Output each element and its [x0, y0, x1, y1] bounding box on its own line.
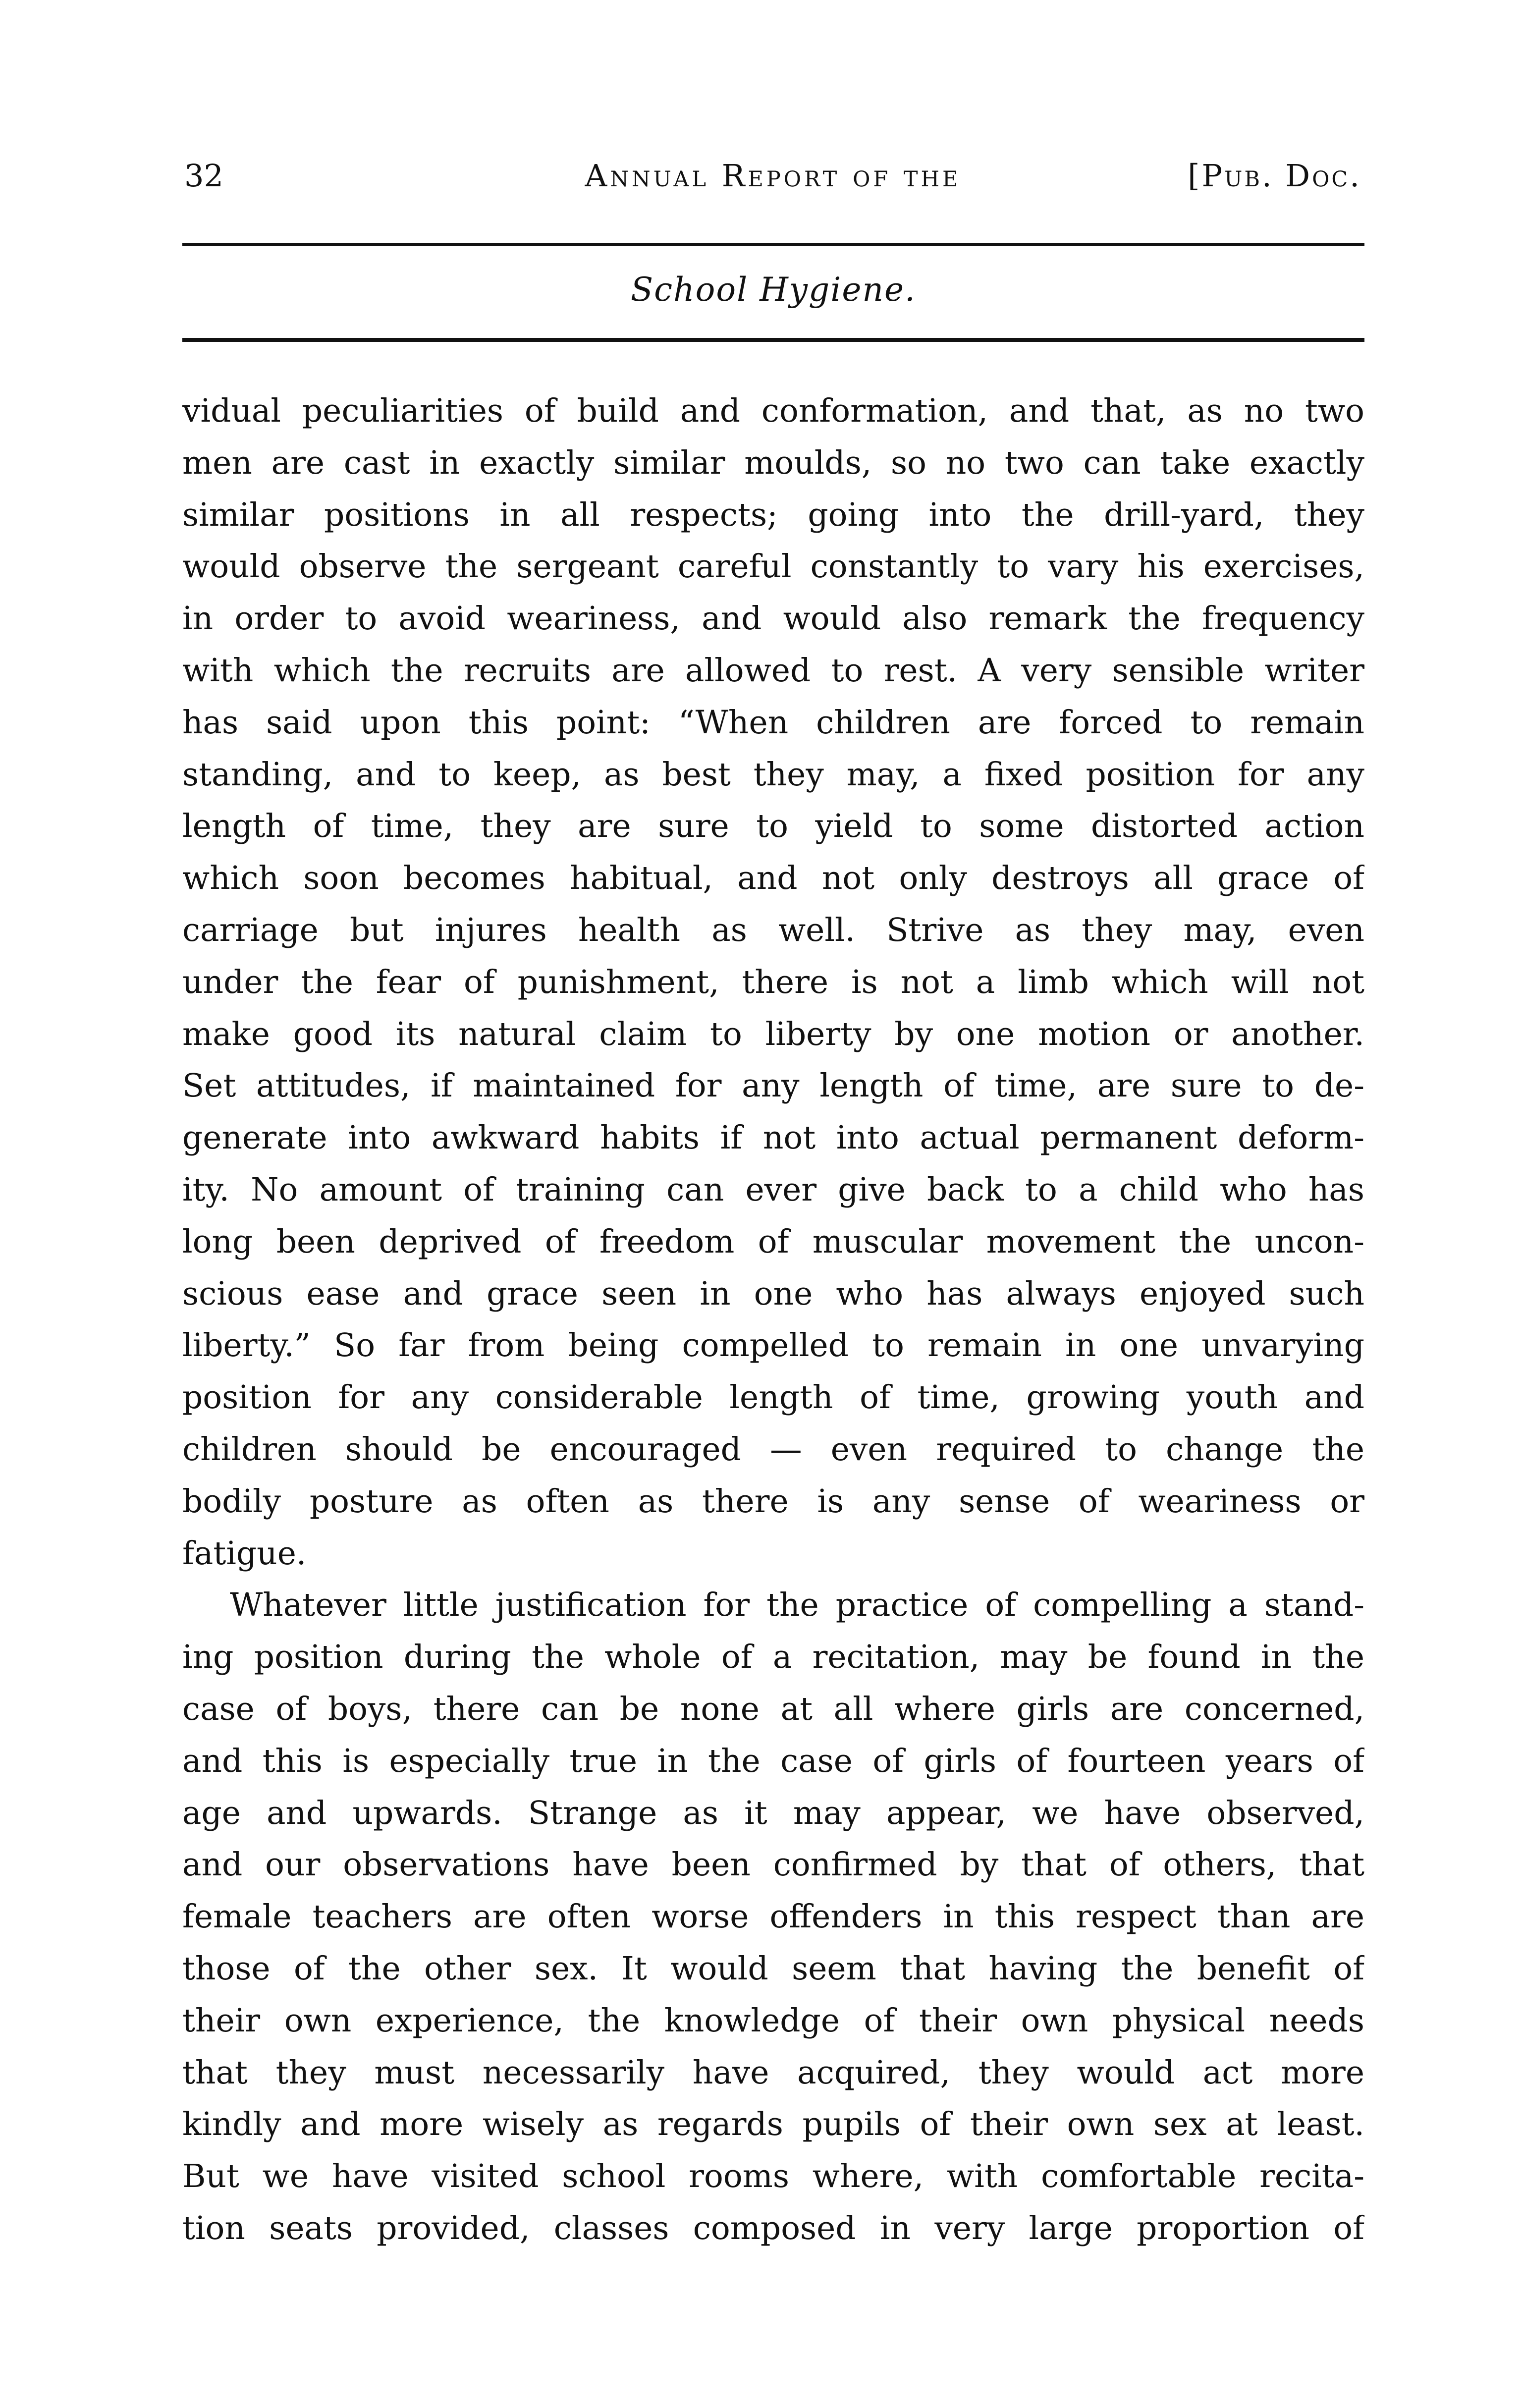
text-line: vidual peculiarities of build and conformation, and that, as no two	[182, 392, 1364, 430]
paragraph-start-line: Whatever little justification for the practice of compelling a stand-	[230, 1587, 1364, 1624]
page-number: 32	[184, 158, 223, 194]
text-line: Set attitudes, if maintained for any length of time, are sure to de-	[182, 1067, 1364, 1105]
text-line: make good its natural claim to liberty by one motion or another.	[182, 1015, 1364, 1053]
running-head	[184, 149, 1361, 203]
text-line: similar positions in all respects; going into the drill-yard, they	[182, 496, 1364, 534]
paragraph-end-line: fatigue.	[182, 1534, 307, 1572]
text-line: their own experience, the knowledge of their own physical needs	[182, 2002, 1364, 2039]
text-line: men are cast in exactly similar moulds, so no two can take exactly	[182, 444, 1364, 482]
text-line: has said upon this point: “When children are forced to remain	[182, 704, 1364, 741]
text-line: case of boys, there can be none at all where girls are concerned,	[182, 1690, 1364, 1728]
text-line: kindly and more wisely as regards pupils of their own sex at least.	[182, 2106, 1364, 2143]
header-rule-bottom	[182, 338, 1364, 342]
section-title: School Hygiene.	[630, 271, 917, 309]
header-rule-top	[182, 243, 1364, 246]
text-line: with which the recruits are allowed to rest. A very sensible writer	[182, 652, 1364, 689]
text-line: that they must necessarily have acquired, they would act more	[182, 2054, 1364, 2091]
text-line: bodily posture as often as there is any sense of weariness or	[182, 1482, 1364, 1520]
text-line: position for any considerable length of time, growing youth and	[182, 1379, 1364, 1417]
text-line: age and upwards. Strange as it may appear, we have observed,	[182, 1794, 1364, 1832]
text-line: which soon becomes habitual, and not only destroys all grace of	[182, 860, 1364, 897]
text-line: standing, and to keep, as best they may, a fixed position for any	[182, 756, 1364, 793]
text-line: and this is especially true in the case of girls of fourteen years of	[182, 1742, 1364, 1780]
text-line: scious ease and grace seen in one who has always enjoyed such	[182, 1275, 1364, 1313]
text-line: and our observations have been confirmed by that of others, that	[182, 1846, 1364, 1884]
text-line: But we have visited school rooms where, with comfortable recita-	[182, 2158, 1364, 2195]
text-line: ity. No amount of training can ever give back to a child who has	[182, 1171, 1364, 1208]
text-line: those of the other sex. It would seem that having the benefit of	[182, 1950, 1364, 1987]
body-text	[182, 385, 1364, 2255]
document-label: [Pub. Doc.	[1188, 158, 1361, 194]
text-line: long been deprived of freedom of muscular movement the uncon-	[182, 1223, 1364, 1260]
text-line: liberty.” So far from being compelled to remain in one unvarying	[182, 1327, 1364, 1365]
text-line: tion seats provided, classes composed in very large proportion of	[182, 2209, 1364, 2247]
text-line: under the fear of punishment, there is not a limb which will not	[182, 963, 1364, 1001]
text-line: children should be encouraged — even required to change the	[182, 1430, 1364, 1468]
text-line: would observe the sergeant careful constantly to vary his exercises,	[182, 548, 1364, 586]
text-line: in order to avoid weariness, and would also remark the frequency	[182, 600, 1364, 638]
running-title: Annual Report of the	[585, 158, 961, 194]
text-line: ing position during the whole of a recitation, may be found in the	[182, 1639, 1364, 1676]
text-line: female teachers are often worse offenders in this respect than are	[182, 1898, 1364, 1936]
text-line: generate into awkward habits if not into actual permanent deform-	[182, 1119, 1364, 1157]
text-line: carriage but injures health as well. Strive as they may, even	[182, 911, 1364, 949]
text-line: length of time, they are sure to yield to some distorted action	[182, 808, 1364, 845]
